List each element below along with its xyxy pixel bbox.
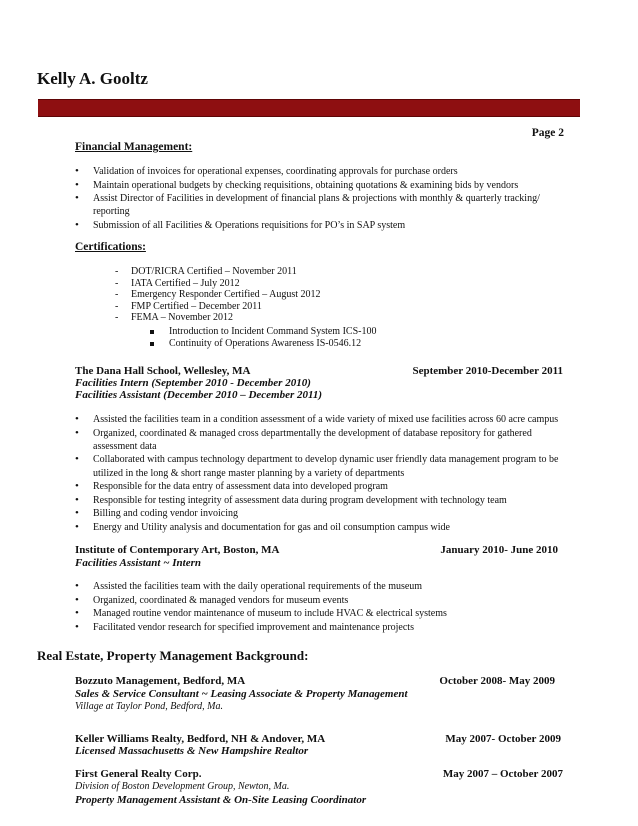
- keller-dates: May 2007- October 2009: [445, 733, 561, 745]
- page-number: Page 2: [531, 127, 564, 139]
- list-item: • Organized, coordinated & managed cross departmentally the development of database repository for gathered assessment data: [75, 427, 565, 453]
- list-item: • Validation of invoices for operational expenses, coordinating approvals for purchase orders: [75, 165, 565, 178]
- real-estate-heading: Real Estate, Property Management Background:: [37, 648, 309, 663]
- list-item: • Billing and coding vendor invoicing: [75, 507, 565, 520]
- list-item: - DOT/RICRA Certified – November 2011: [115, 266, 321, 278]
- dana-role-intern: Facilities Intern (September 2010 - December 2010): [75, 377, 311, 389]
- dana-role-assistant: Facilities Assistant (December 2010 – December 2011): [75, 389, 323, 401]
- list-item: • Facilitated vendor research for specified improvement and maintenance projects: [75, 621, 565, 634]
- list-item: • Collaborated with campus technology department to develop dynamic user friendly data management program to be utilized in the long & short range master planning by a variety of departments: [75, 453, 565, 479]
- candidate-name: Kelly A. Gooltz: [37, 69, 148, 88]
- ica-org: Institute of Contemporary Art, Boston, MA: [75, 544, 280, 556]
- keller-org: Keller Williams Realty, Bedford, NH & Andover, MA: [75, 733, 326, 745]
- dana-dates: September 2010-December 2011: [412, 365, 563, 377]
- financial-list: [75, 165, 565, 233]
- list-item: - FMP Certified – December 2011: [115, 301, 321, 313]
- bozzuto-role: Sales & Service Consultant ~ Leasing Associate & Property Management: [75, 688, 408, 700]
- list-item: • Responsible for testing integrity of assessment data during program development with technology team: [75, 494, 565, 507]
- list-item: • Submission of all Facilities & Operations requisitions for PO’s in SAP system: [75, 219, 565, 232]
- ica-role: Facilities Assistant ~ Intern: [75, 557, 201, 569]
- list-item: • Organized, coordinated & managed vendors for museum events: [75, 594, 565, 607]
- list-item: - Emergency Responder Certified – August 2012: [115, 289, 321, 301]
- bozzuto-location: Village at Taylor Pond, Bedford, Ma.: [75, 701, 223, 712]
- list-item: - IATA Certified – July 2012: [115, 278, 321, 290]
- certifications-heading: Certifications:: [75, 241, 146, 253]
- dana-org: The Dana Hall School, Wellesley, MA: [75, 365, 251, 377]
- fema-sublist: [150, 326, 376, 351]
- financial-heading: Financial Management:: [75, 141, 193, 153]
- ica-dates: January 2010- June 2010: [440, 544, 558, 556]
- ica-list: [75, 580, 565, 634]
- dana-list: [75, 413, 565, 535]
- list-item: • Assisted the facilities team in a condition assessment of a wide variety of mixed use facilities across 60 acre campus: [75, 413, 565, 426]
- bozzuto-org: Bozzuto Management, Bedford, MA: [75, 675, 246, 687]
- certifications-list: [115, 266, 321, 324]
- list-item: • Responsible for the data entry of assessment data into developed program: [75, 480, 565, 493]
- first-general-division: Division of Boston Development Group, Newton, Ma.: [75, 781, 290, 792]
- keller-role: Licensed Massachusetts & New Hampshire Realtor: [75, 745, 309, 757]
- list-item: • Assisted the facilities team with the daily operational requirements of the museum: [75, 580, 565, 593]
- first-general-org: First General Realty Corp.: [75, 768, 202, 780]
- list-item: Continuity of Operations Awareness IS-0546.12: [150, 338, 376, 350]
- list-item: • Managed routine vendor maintenance of museum to include HVAC & electrical systems: [75, 607, 565, 620]
- list-item: • Maintain operational budgets by checking requisitions, obtaining quotations & examining bids by vendors: [75, 179, 565, 192]
- first-general-dates: May 2007 – October 2007: [442, 768, 563, 780]
- bozzuto-dates: October 2008- May 2009: [439, 675, 555, 687]
- list-item: Introduction to Incident Command System ICS-100: [150, 326, 376, 338]
- first-general-role: Property Management Assistant & On-Site Leasing Coordinator: [75, 794, 367, 806]
- list-item: • Assist Director of Facilities in development of financial plans & projections with monthly & quarterly tracking/ reporting: [75, 192, 565, 218]
- list-item: • Energy and Utility analysis and documentation for gas and oil consumption campus wide: [75, 521, 565, 534]
- list-item: - FEMA – November 2012: [115, 312, 321, 324]
- header-divider-bar: [38, 99, 580, 117]
